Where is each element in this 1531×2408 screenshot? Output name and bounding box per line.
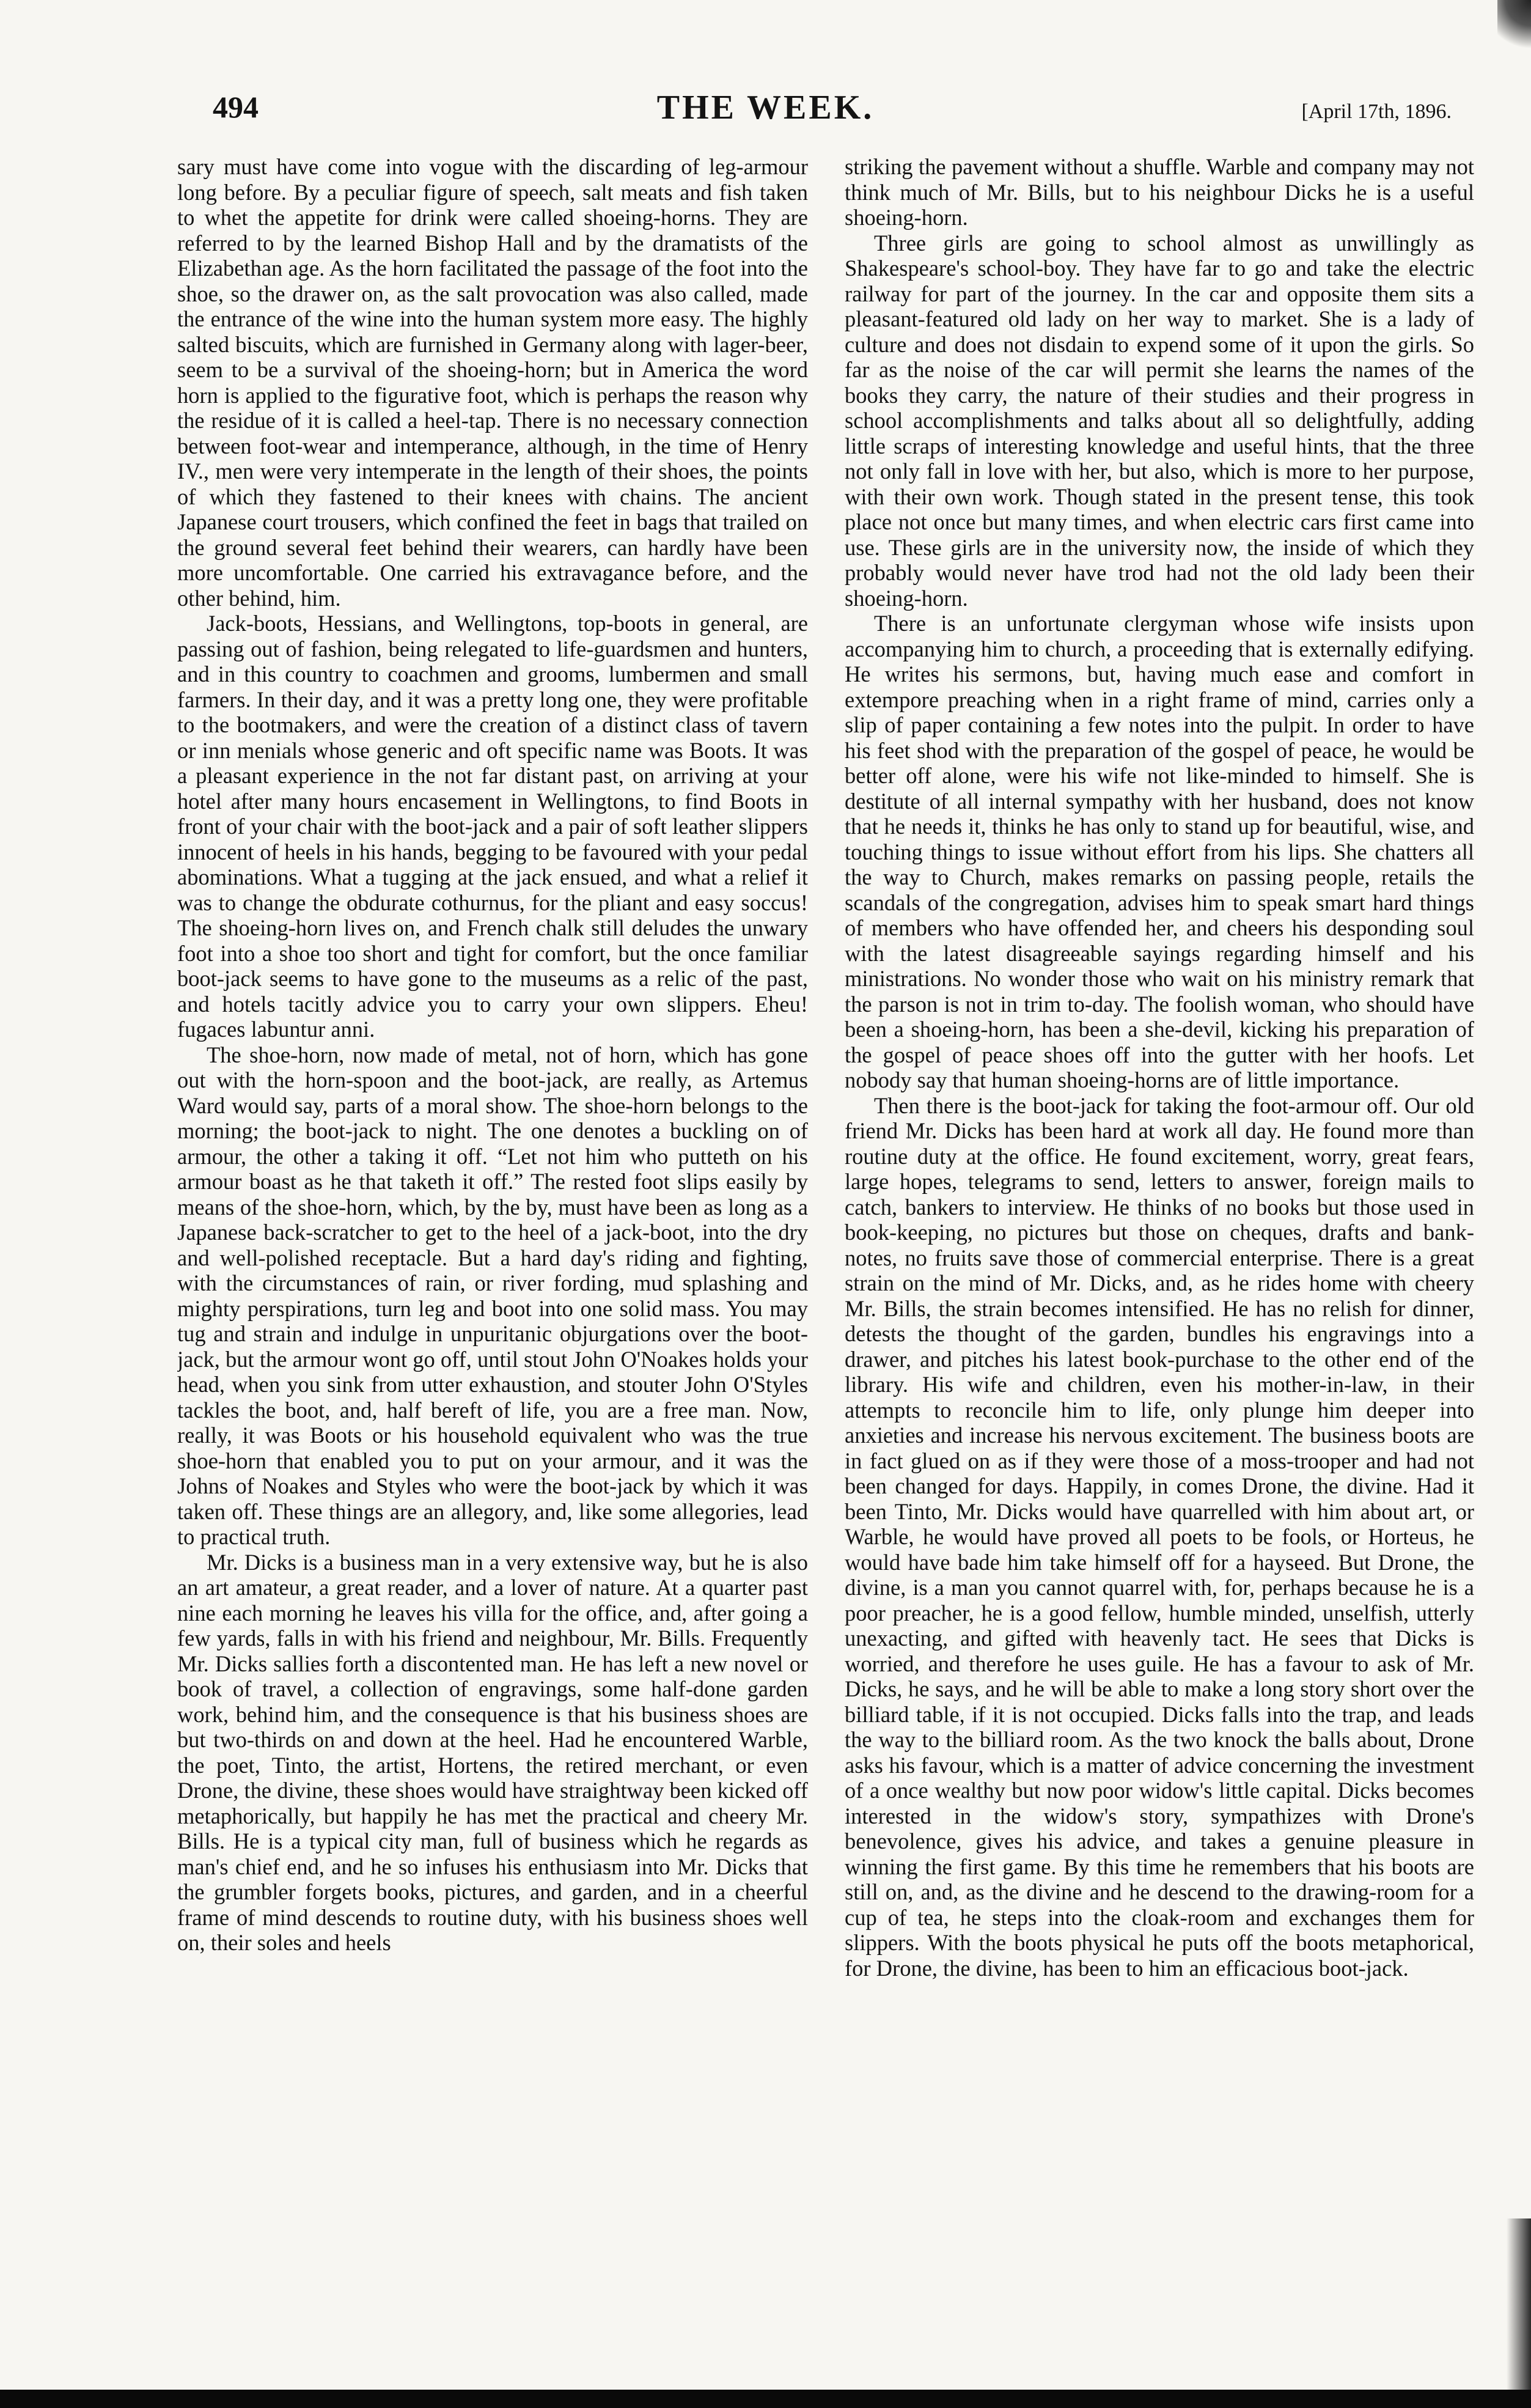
left-column — [177, 154, 808, 2251]
paragraph: Then there is the boot-jack for taking the foot-armour off. Our old friend Mr. Dicks has been hard at work all day. He found more than routine duty at the office. He found excitement, worry, great fears, large hopes, telegrams to send, letters to answer, foreign mails to catch, bankers to interview. He thinks of no books but those used in book-keeping, no pictures but those on cheques, drafts and bank-notes, no fruits save those of commercial enterprise. There is a great strain on the mind of Mr. Dicks, and, as he rides home with cheery Mr. Bills, the strain becomes intensified. He has no relish for dinner, detests the thought of the garden, bundles his engravings into a drawer, and pitches his latest book-purchase to the other end of the library. His wife and children, even his mother-in-law, in their attempts to reconcile him to life, only plunge him deeper into anxieties and increase his nervous excitement. The business boots are in fact glued on as if they were those of a moss-trooper and had not been changed for days. Happily, in comes Drone, the divine. Had it been Tinto, Mr. Dicks would have quarrelled with him about art, or Warble, he would have proved all poets to be fools, or Horteus, he would have bade him take himself off for a hayseed. But Drone, the divine, is a man you cannot quarrel with, for, perhaps because he is a poor preacher, he is a good fellow, humble minded, unselfish, utterly unexacting, and gifted with heavenly tact. He sees that Dicks is worried, and therefore he uses guile. He has a favour to ask of Mr. Dicks, he says, and he will be able to make a long story short over the billiard table, if it is not occupied. Dicks falls into the trap, and leads the way to the billiard room. As the two knock the balls about, Drone asks his favour, which is a matter of advice concerning the investment of a once wealthy but now poor widow's little capital. Dicks becomes interested in the widow's story, sympathizes with Drone's benevolence, gives his advice, and takes a genuine pleasure in winning the first game. By this time he remembers that his boots are still on, and, as the divine and he descend to the drawing-room for a cup of tea, he steps into the cloak-room and exchanges them for slippers. With the boots physical he puts off the boots metaphorical, for Drone, the divine, has been to him an efficacious boot-jack. — [845, 1092, 1474, 1981]
paragraph: There is an unfortunate clergyman whose wife insists upon accompanying him to church, a proceeding that is externally edifying. He writes his sermons, but, having much ease and comfort in extempore preaching when in a right frame of mind, carries only a slip of paper containing a few notes into the pulpit. In order to have his feet shod with the preparation of the gospel of peace, he would be better off alone, were his wife not like-minded to himself. She is destitute of all internal sympathy with her husband, does not know that he needs it, thinks he has only to stand up for beautiful, wise, and touching things to issue without effort from his lips. She chatters all the way to Church, makes remarks on passing people, retails the scandals of the congregation, advises him to speak smart hard things of members who have offended her, and cheers his desponding soul with the latest disagreeable sayings regarding himself and his ministrations. No wonder those who wait on his ministry remark that the parson is not in trim to-day. The foolish woman, who should have been a shoeing-horn, has been a she-devil, kicking his preparation of the gospel of peace shoes off into the gutter with her hoofs. Let nobody say that human shoeing-horns are of little importance. — [845, 611, 1474, 1092]
paragraph: striking the pavement without a shuffle. Warble and company may not think much of Mr. Bills, but to his neighbour Dicks he is a useful shoeing-horn. — [845, 154, 1474, 230]
paragraph: The shoe-horn, now made of metal, not of horn, which has gone out with the horn-spoon and the boot-jack, are really, as Artemus Ward would say, parts of a moral show. The shoe-horn belongs to the morning; the boot-jack to night. The one denotes a buckling on of armour, the other a taking it off. “Let not him who putteth on his armour boast as he that taketh it off.” The rested foot slips easily by means of the shoe-horn, which, by the by, must have been as long as a Japanese back-scratcher to get to the heel of a jack-boot, into the dry and well-polished receptacle. But a hard day's riding and fighting, with the circumstances of rain, or river fording, mud splashing and mighty perspirations, turn leg and boot into one solid mass. You may tug and strain and indulge in unpuritanic objurgations over the boot-jack, but the armour wont go off, until stout John O'Noakes holds your head, when you sink from utter exhaustion, and stouter John O'Styles tackles the boot, and, half bereft of life, you are a free man. Now, really, it was Boots or his household equivalent who was the true shoe-horn that enabled you to put on your armour, and it was the Johns of Noakes and Styles who were the boot-jack by which it was taken off. These things are an allegory, and, like some allegories, lead to practical truth. — [177, 1042, 808, 1549]
scan-edge-shadow — [1507, 2218, 1531, 2390]
paragraph: sary must have come into vogue with the discarding of leg-armour long before. By a peculiar figure of speech, salt meats and fish taken to whet the appetite for drink were called shoeing-horns. They are referred to by the learned Bishop Hall and by the dramatists of the Elizabethan age. As the horn facilitated the passage of the foot into the shoe, so the drawer on, as the salt provocation was also called, made the entrance of the wine into the human system more easy. The highly salted biscuits, which are furnished in Germany along with lager-beer, seem to be a survival of the shoeing-horn; but in America the word horn is applied to the figurative foot, which is perhaps the reason why the residue of it is called a heel-tap. There is no necessary connection between foot-wear and intemperance, although, in the time of Henry IV., men were very intemperate in the length of their shoes, the points of which they fastened to their knees with chains. The ancient Japanese court trousers, which confined the feet in bags that trailed on the ground several feet behind their wearers, can hardly have been more uncomfortable. One carried his extravagance before, and the other behind, him. — [177, 154, 808, 611]
issue-date: [April 17th, 1896. — [1301, 100, 1452, 123]
scan-edge-shadow — [1497, 0, 1531, 55]
paragraph: Jack-boots, Hessians, and Wellingtons, top-boots in general, are passing out of fashion, being relegated to life-guardsmen and hunters, and in this country to coachmen and grooms, lumbermen and small farmers. In their day, and it was a pretty long one, they were profitable to the bootmakers, and were the creation of a distinct class of tavern or inn menials whose generic and oft specific name was Boots. It was a pleasant experience in the not far distant past, on arriving at your hotel after many hours encasement in Wellingtons, to find Boots in front of your chair with the boot-jack and a pair of soft leather slippers innocent of heels in his hands, begging to be favoured with your pedal abominations. What a tugging at the jack ensued, and what a relief it was to change the obdurate cothurnus, for the pliant and easy soccus! The shoeing-horn lives on, and French chalk still deludes the unwary foot into a shoe too short and tight for comfort, but the once familiar boot-jack seems to have gone to the museums as a relic of the past, and hotels tacitly advice you to carry your own slippers. Eheu! fugaces labuntur anni. — [177, 611, 808, 1042]
page-number: 494 — [213, 90, 259, 124]
publication-title: THE WEEK. — [656, 89, 875, 127]
paragraph: Three girls are going to school almost as unwillingly as Shakespeare's school-boy. They have far to go and take the electric railway for part of the journey. In the car and opposite them sits a pleasant-featured old lady on her way to market. She is a lady of culture and does not disdain to expend some of it upon the girls. So far as the noise of the car will permit she learns the names of the books they carry, the nature of their studies and their progress in school accomplishments and talks about all so delightfully, adding little scraps of interesting knowledge and useful hints, that the three not only fall in love with her, but also, which is more to her purpose, with their own work. Though stated in the present tense, this took place not once but many times, and when electric cars first came into use. These girls are in the university now, the inside of which they probably would never have trod had not the old lady been their shoeing-horn. — [845, 230, 1474, 611]
paragraph: Mr. Dicks is a business man in a very extensive way, but he is also an art amateur, a great reader, and a lover of nature. At a quarter past nine each morning he leaves his villa for the office, and, after going a few yards, falls in with his friend and neighbour, Mr. Bills. Frequently Mr. Dicks sallies forth a discontented man. He has left a new novel or book of travel, a collection of engravings, some half-done garden work, behind him, and the consequence is that his business shoes are but two-thirds on and down at the heel. Had he encountered Warble, the poet, Tinto, the artist, Hortens, the retired merchant, or even Drone, the divine, these shoes would have straightway been kicked off metaphorically, but happily he has met the practical and cheery Mr. Bills. He is a typical city man, full of business which he regards as man's chief end, and he so infuses his enthusiasm into Mr. Dicks that the grumbler forgets books, pictures, and garden, and in a cheerful frame of mind descends to routine duty, with his business shoes well on, their soles and heels — [177, 1549, 808, 1955]
scan-border — [0, 2390, 1531, 2408]
right-column — [845, 154, 1474, 2251]
